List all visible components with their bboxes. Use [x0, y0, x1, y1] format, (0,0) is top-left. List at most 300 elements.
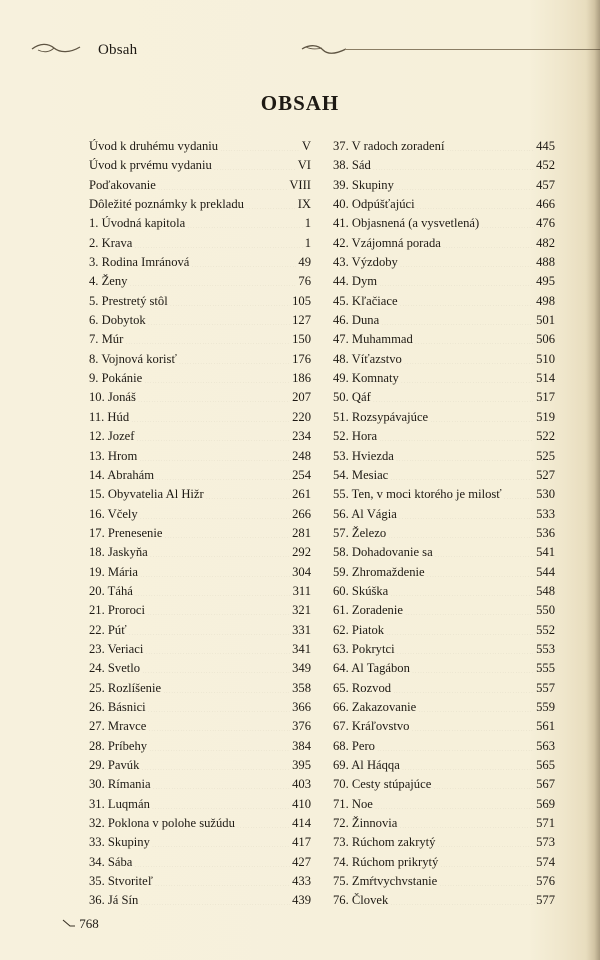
dot-leader	[373, 158, 533, 170]
toc-entry	[333, 563, 555, 582]
dot-leader	[148, 313, 290, 325]
toc-entry-title: 71. Noe	[333, 796, 373, 811]
toc-entry-title: 69. Al Háqqa	[333, 758, 400, 772]
dot-leader	[401, 371, 533, 383]
toc-entry	[333, 234, 555, 253]
toc-entry-title: 54. Mesiac	[333, 467, 389, 482]
toc-entry-title: 29. Pavúk	[89, 758, 140, 772]
toc-entry-title: 25. Rozlíšenie	[89, 680, 162, 695]
toc-entry-page: V	[301, 139, 311, 153]
toc-entry	[333, 582, 555, 601]
toc-entry	[89, 601, 311, 620]
toc-entry-title: 45. Kľačiace	[333, 293, 398, 308]
toc-entry-page: VI	[297, 158, 311, 173]
toc-entry-title: 39. Skupiny	[333, 177, 394, 192]
toc-entry	[89, 775, 311, 794]
toc-entry	[89, 582, 311, 601]
toc-entry-title: 14. Abrahám	[89, 467, 155, 482]
toc-entry-title: 58. Dohadovanie sa	[333, 545, 433, 560]
toc-entry-page: 548	[536, 583, 555, 598]
toc-entry	[89, 253, 311, 272]
toc-entry-page: 536	[536, 525, 555, 540]
toc-entry	[89, 853, 311, 872]
dot-leader	[390, 468, 533, 480]
dot-leader	[158, 178, 287, 190]
toc-entry	[333, 272, 555, 291]
toc-entry-title: Úvod k prvému vydaniu	[89, 158, 212, 173]
dot-leader	[412, 661, 533, 673]
toc-entry-page: 544	[536, 564, 555, 579]
toc-entry-title: 65. Rozvod	[333, 680, 392, 695]
toc-entry-title: 24. Svetlo	[89, 661, 141, 676]
toc-entry-page: 553	[536, 641, 555, 656]
toc-entry-title: 55. Ten, v moci ktorého je milosť	[333, 487, 502, 502]
toc-entry-page: 1	[304, 216, 311, 231]
dot-leader	[164, 526, 290, 538]
dot-leader	[415, 332, 533, 344]
dot-leader	[125, 332, 290, 344]
dot-leader	[145, 642, 290, 654]
toc-entry	[89, 234, 311, 253]
toc-entry	[333, 485, 555, 504]
toc-entry-title: 72. Žinnovia	[333, 816, 398, 831]
dot-leader	[140, 893, 290, 905]
toc-entry	[89, 737, 311, 756]
toc-entry-title: 32. Poklona v polohe sužúdu	[89, 816, 235, 831]
toc-entry-page: 321	[292, 603, 311, 618]
toc-entry	[89, 756, 311, 775]
toc-entry-title: 36. Já Sín	[89, 893, 139, 908]
toc-entry	[333, 717, 555, 736]
toc-entry	[333, 156, 555, 175]
toc-entry-page: 525	[536, 448, 555, 463]
toc-entry-title: 1. Úvodná kapitola	[89, 216, 186, 231]
dot-leader	[187, 216, 303, 228]
toc-entry-title: 37. V radoch zoradení	[333, 139, 445, 153]
toc-entry	[89, 659, 311, 678]
toc-entry-title: 49. Komnaty	[333, 371, 399, 386]
toc-entry-title: 41. Objasnená (a vysvetlená)	[333, 216, 480, 231]
dot-leader	[405, 603, 533, 615]
page-number: 768	[79, 916, 99, 931]
toc-entry	[333, 891, 555, 910]
dot-leader	[163, 681, 290, 693]
toc-entry-title: 62. Piatok	[333, 622, 385, 637]
toc-entry	[333, 640, 555, 659]
dot-leader	[390, 893, 533, 905]
toc-entry	[89, 679, 311, 698]
toc-entry-title: 40. Odpúšťajúci	[333, 197, 415, 212]
dot-leader	[129, 623, 291, 635]
toc-entry-title: 16. Včely	[89, 506, 138, 521]
toc-entry	[89, 505, 311, 524]
toc-entry-page: 349	[292, 661, 311, 676]
toc-entry	[89, 872, 311, 891]
page-title: OBSAH	[260, 91, 340, 115]
toc-entry	[333, 427, 555, 446]
toc-entry-page: 567	[536, 777, 555, 792]
dot-leader	[140, 565, 290, 577]
toc-entry-page: 552	[536, 622, 555, 637]
dot-leader	[142, 661, 290, 673]
toc-entry	[333, 176, 555, 195]
toc-entry-page: 292	[292, 545, 311, 560]
toc-entry-title: 5. Prestretý stôl	[89, 293, 168, 308]
toc-entry	[333, 814, 555, 833]
toc-entry	[89, 195, 311, 214]
toc-entry	[333, 253, 555, 272]
toc-entry-page: 457	[536, 177, 555, 192]
toc-entry	[89, 524, 311, 543]
toc-entry	[89, 214, 311, 233]
dot-leader	[418, 700, 533, 712]
toc-entry-page: IX	[297, 197, 311, 212]
dot-leader	[379, 429, 533, 441]
toc-entry	[333, 853, 555, 872]
toc-entry-page: 557	[536, 680, 555, 695]
toc-entry	[333, 756, 555, 775]
toc-entry	[89, 485, 311, 504]
dot-leader	[156, 468, 290, 480]
toc-entry-title: 47. Muhammad	[333, 332, 413, 347]
toc-entry-title: 52. Hora	[333, 429, 378, 444]
toc-entry-page: 403	[292, 777, 311, 792]
toc-entry-title: 22. Púť	[89, 622, 127, 637]
dot-leader	[404, 352, 533, 364]
toc-entry-title: 74. Rúchom prikrytý	[333, 854, 439, 869]
toc-entry-title: 2. Krava	[89, 235, 133, 250]
dot-leader	[417, 197, 533, 209]
toc-entry-page: 563	[536, 738, 555, 753]
toc-entry-page: 150	[292, 332, 311, 347]
toc-entry-page: 186	[292, 371, 311, 386]
toc-entry	[89, 137, 311, 156]
dot-leader	[139, 449, 290, 461]
header-rule	[345, 49, 600, 50]
dot-leader	[131, 410, 290, 422]
dot-leader	[136, 429, 290, 441]
toc-entry-title: 60. Skúška	[333, 583, 389, 598]
toc-entry-page: 530	[536, 487, 555, 502]
toc-entry-page: 417	[292, 835, 311, 850]
dot-leader	[148, 719, 290, 731]
dot-leader	[393, 681, 533, 693]
toc-entry	[89, 795, 311, 814]
toc-entry	[333, 214, 555, 233]
dot-leader	[377, 739, 533, 751]
dot-leader	[129, 274, 296, 286]
toc-entry-title: 17. Prenesenie	[89, 525, 163, 540]
toc-entry-title: 15. Obyvatelia Al Hižr	[89, 487, 204, 502]
toc-entry-page: 220	[292, 409, 311, 424]
toc-entry	[89, 369, 311, 388]
toc-entry-title: 57. Železo	[333, 525, 387, 540]
toc-column-right	[333, 137, 555, 911]
dot-leader	[138, 390, 290, 402]
corner-ornament-icon	[62, 919, 76, 929]
toc-entry-page: 414	[292, 816, 311, 831]
toc-entry	[333, 679, 555, 698]
dot-leader	[220, 139, 300, 151]
toc-entry-page: 555	[536, 661, 555, 676]
toc-entry	[89, 427, 311, 446]
flourish-ornament-right-icon	[300, 42, 348, 58]
toc-entry-page: 331	[292, 622, 311, 637]
toc-entry-page: 1	[304, 235, 311, 250]
toc-entry	[89, 330, 311, 349]
dot-leader	[149, 739, 290, 751]
toc-entry-title: 43. Výzdoby	[333, 255, 398, 270]
toc-entry-title: 48. Víťazstvo	[333, 351, 402, 366]
toc-entry	[89, 640, 311, 659]
dot-leader	[400, 294, 533, 306]
toc-entry	[89, 388, 311, 407]
toc-column-left	[89, 137, 311, 911]
toc-entry-page: 341	[292, 641, 311, 656]
toc-entry-page: 522	[536, 429, 555, 444]
dot-leader	[397, 642, 533, 654]
dot-leader	[206, 487, 290, 499]
toc-entry-title: 33. Skupiny	[89, 835, 150, 850]
dot-leader	[214, 158, 296, 170]
toc-entry-page: 248	[292, 448, 311, 463]
dot-leader	[373, 390, 533, 402]
toc-entry-page: 445	[536, 139, 555, 153]
toc-entry-title: 67. Kráľovstvo	[333, 719, 410, 734]
toc-entry-title: 76. Človek	[333, 893, 389, 908]
dot-leader	[386, 623, 533, 635]
toc-entry-title: 7. Múr	[89, 332, 124, 347]
toc-entry	[89, 292, 311, 311]
toc-entry-title: 13. Hrom	[89, 448, 138, 463]
toc-entry	[89, 833, 311, 852]
toc-entry-page: 176	[292, 351, 311, 366]
page-edge-shadow	[586, 0, 600, 960]
toc-entry-title: 75. Zmŕtvychvstanie	[333, 874, 438, 889]
dot-leader	[140, 507, 290, 519]
toc-entry-page: 527	[536, 467, 555, 482]
toc-entry	[89, 698, 311, 717]
toc-entry	[333, 408, 555, 427]
dot-leader	[443, 236, 533, 248]
toc-entry-title: 73. Rúchom zakrytý	[333, 835, 436, 850]
toc-entry	[333, 601, 555, 620]
toc-entry	[333, 795, 555, 814]
dot-leader	[170, 294, 290, 306]
toc-entry	[333, 775, 555, 794]
toc-entry	[333, 447, 555, 466]
toc-entry-page: 519	[536, 409, 555, 424]
toc-entry	[89, 350, 311, 369]
toc-entry	[89, 272, 311, 291]
dot-leader	[427, 565, 533, 577]
toc-entry-page: 541	[536, 545, 555, 560]
toc-entry-title: 56. Al Vágia	[333, 506, 397, 521]
dot-leader	[437, 835, 533, 847]
toc-entry-page: 559	[536, 699, 555, 714]
toc-entry	[333, 505, 555, 524]
running-head: Obsah	[98, 42, 138, 58]
toc-entry-title: 12. Jozef	[89, 429, 135, 444]
toc-entry-title: 8. Vojnová korisť	[89, 351, 177, 366]
toc-entry	[89, 447, 311, 466]
dot-leader	[402, 758, 533, 770]
dot-leader	[411, 719, 533, 731]
dot-leader	[147, 603, 290, 615]
toc-entry	[333, 137, 555, 156]
dot-leader	[435, 545, 533, 557]
dot-leader	[379, 274, 533, 286]
toc-entry-title: 70. Cesty stúpajúce	[333, 777, 432, 792]
toc-entry-page: 510	[536, 351, 555, 366]
toc-entry-title: Poďakovanie	[89, 177, 156, 192]
toc-entry-page: 266	[292, 506, 311, 521]
toc-entry-page: 49	[298, 255, 311, 270]
toc-entry	[333, 311, 555, 330]
toc-entry-page: 234	[292, 429, 311, 444]
toc-entry	[89, 891, 311, 910]
dot-leader	[152, 835, 290, 847]
toc-entry-title: 46. Duna	[333, 313, 380, 328]
toc-entry-page: 410	[292, 796, 311, 811]
page-header	[0, 36, 600, 66]
toc-entry-page: 127	[292, 313, 311, 328]
dot-leader	[399, 816, 533, 828]
page-footer	[62, 916, 99, 932]
toc-entry-title: Úvod k druhému vydaniu	[89, 139, 219, 153]
dot-leader	[430, 410, 533, 422]
toc-entry-title: 44. Dym	[333, 274, 378, 289]
toc-entry-page: 573	[536, 835, 555, 850]
toc-entry-title: 9. Pokánie	[89, 371, 143, 386]
dot-leader	[396, 178, 533, 190]
dot-leader	[433, 777, 533, 789]
toc-entry-page: 376	[292, 719, 311, 734]
toc-entry-title: 38. Sád	[333, 158, 371, 173]
toc-entry	[89, 466, 311, 485]
dot-leader	[440, 855, 533, 867]
toc-entry-page: 571	[536, 816, 555, 831]
dot-leader	[388, 526, 533, 538]
toc-entry-page: 207	[292, 390, 311, 405]
toc-entry	[333, 369, 555, 388]
toc-entry	[333, 388, 555, 407]
toc-entry	[333, 833, 555, 852]
toc-entry	[333, 872, 555, 891]
dot-leader	[150, 545, 290, 557]
toc-entry	[333, 466, 555, 485]
toc-entry	[89, 563, 311, 582]
toc-entry-title: 66. Zakazovanie	[333, 699, 417, 714]
toc-entry-page: 476	[536, 216, 555, 231]
toc-entry-page: 482	[536, 235, 555, 250]
dot-leader	[237, 816, 290, 828]
dot-leader	[153, 777, 291, 789]
toc-entry	[89, 717, 311, 736]
toc-entry-title: 42. Vzájomná porada	[333, 235, 441, 250]
toc-entry-page: 574	[536, 854, 555, 869]
toc-entry-page: 358	[292, 680, 311, 695]
toc-entry-title: 4. Ženy	[89, 274, 128, 289]
toc-entry-page: 261	[292, 487, 311, 502]
dot-leader	[400, 255, 533, 267]
toc-entry-title: 59. Zhromaždenie	[333, 564, 425, 579]
toc-entry-page: 501	[536, 313, 555, 328]
toc-entry	[333, 524, 555, 543]
toc-entry-page: 304	[292, 564, 311, 579]
toc-entry-title: 31. Luqmán	[89, 796, 150, 811]
toc-entry-page: 576	[536, 874, 555, 889]
toc-entry-title: 21. Proroci	[89, 603, 145, 618]
toc-entry-page: 433	[292, 874, 311, 889]
toc-entry-page: 514	[536, 371, 555, 386]
toc-entry-page: 506	[536, 332, 555, 347]
toc-entry-page: 395	[292, 758, 311, 772]
toc-entry	[333, 292, 555, 311]
dot-leader	[246, 197, 296, 209]
toc-entry-page: 577	[536, 893, 555, 908]
flourish-ornament-left-icon	[30, 40, 82, 56]
toc-entry-page: 254	[292, 467, 311, 482]
toc-entry-title: 27. Mravce	[89, 719, 147, 734]
dot-leader	[152, 797, 290, 809]
toc-entry-title: 23. Veriaci	[89, 641, 144, 656]
toc-entry-title: 30. Rímania	[89, 777, 151, 792]
toc-entry-page: 384	[292, 738, 311, 753]
toc-entry-page: 569	[536, 796, 555, 811]
toc-entry-title: 20. Táhá	[89, 583, 133, 598]
toc-entry	[89, 311, 311, 330]
toc-entry-title: 10. Jonáš	[89, 390, 136, 405]
toc-entry-page: 498	[536, 293, 555, 308]
toc-entry-title: 26. Básnici	[89, 699, 146, 714]
toc-entry-page: 550	[536, 603, 555, 618]
toc-entry-title: 51. Rozsypávajúce	[333, 409, 429, 424]
toc-entry	[333, 350, 555, 369]
dot-leader	[135, 584, 291, 596]
toc-entry-title: 11. Húd	[89, 409, 130, 424]
toc-entry-title: 68. Pero	[333, 738, 375, 753]
dot-leader	[375, 797, 533, 809]
toc-entry-title: Dôležité poznámky k prekladu	[89, 197, 244, 212]
dot-leader	[179, 352, 290, 364]
toc-entry	[89, 156, 311, 175]
toc-entry-title: 50. Qáf	[333, 390, 371, 405]
dot-leader	[144, 371, 290, 383]
toc-entry-page: 517	[536, 390, 555, 405]
toc-entry-page: 439	[292, 893, 311, 908]
dot-leader	[439, 874, 533, 886]
dot-leader	[390, 584, 533, 596]
dot-leader	[446, 139, 533, 151]
toc-entry	[333, 659, 555, 678]
toc-entry-page: 427	[292, 854, 311, 869]
toc-entry-page: 452	[536, 158, 555, 173]
toc-entry-page: 105	[292, 293, 311, 308]
toc-entry	[333, 737, 555, 756]
toc-entry-title: 3. Rodina Imránová	[89, 255, 190, 270]
toc-entry	[89, 621, 311, 640]
dot-leader	[191, 255, 296, 267]
dot-leader	[481, 216, 533, 228]
toc-entry	[89, 543, 311, 562]
toc-entry-page: 533	[536, 506, 555, 521]
toc-entry-page: 495	[536, 274, 555, 289]
toc-entry-page: 311	[292, 583, 311, 598]
toc-entry-page: 565	[536, 758, 555, 772]
toc-entry-page: 281	[292, 525, 311, 540]
dot-leader	[148, 700, 290, 712]
